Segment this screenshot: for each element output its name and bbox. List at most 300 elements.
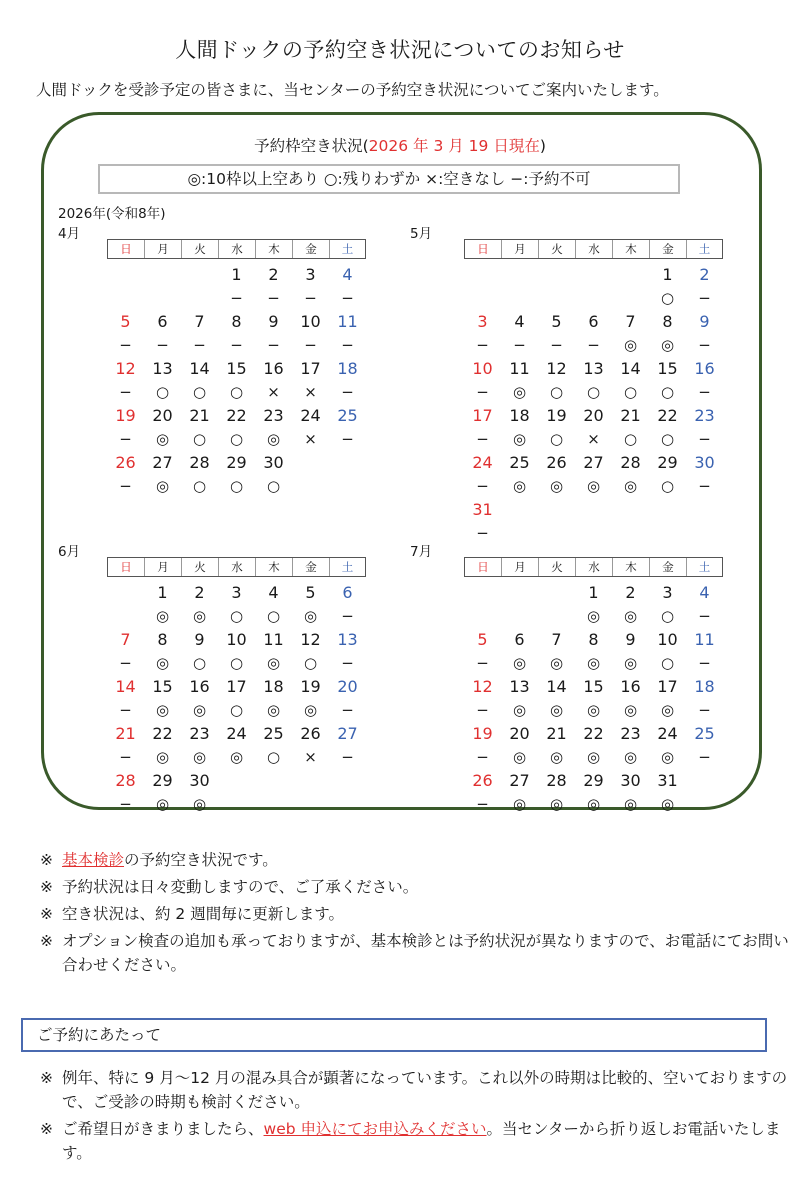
availability-status: −: [304, 336, 317, 354]
day-number: 25: [263, 724, 284, 743]
day-number: 30: [189, 771, 210, 790]
day-number: 8: [588, 630, 599, 649]
calendar-day: [255, 310, 292, 356]
day-number: 8: [662, 312, 673, 331]
weekday-label: 火: [181, 558, 218, 576]
availability-status: ◎: [623, 654, 638, 672]
note-mark: ※: [40, 1120, 53, 1138]
weekday-label: 月: [501, 558, 538, 576]
day-number: 1: [588, 583, 599, 602]
availability-status: −: [698, 701, 711, 719]
calendar-day: [218, 581, 255, 627]
calendar-day: [292, 357, 329, 403]
calendar-day: [612, 581, 649, 627]
calendar-day: [538, 675, 575, 721]
availability-status: ◎: [303, 607, 318, 625]
availability-status: −: [476, 654, 489, 672]
availability-status: ○: [266, 607, 281, 625]
note-text: 予約状況は日々変動しますので、ご了承ください。: [62, 878, 419, 896]
availability-status: ◎: [623, 701, 638, 719]
availability-status: ◎: [155, 607, 170, 625]
availability-status: ◎: [155, 701, 170, 719]
calendar-day: [464, 722, 501, 768]
calendar-day: [538, 310, 575, 356]
calendar-day: [181, 451, 218, 497]
day-number: 8: [231, 312, 242, 331]
calendar-day: [181, 628, 218, 674]
day-number: 9: [699, 312, 710, 331]
calendar-day: [329, 263, 366, 309]
availability-status: −: [550, 336, 563, 354]
day-number: 3: [477, 312, 488, 331]
weekday-header: [107, 239, 366, 259]
basic-checkup-link[interactable]: 基本検診: [62, 851, 125, 869]
availability-status: ◎: [586, 701, 601, 719]
availability-status: −: [476, 383, 489, 401]
availability-status: ○: [266, 748, 281, 766]
availability-status: ○: [229, 701, 244, 719]
note-item: [40, 902, 790, 926]
calendar-day: [329, 404, 366, 450]
availability-status: −: [119, 701, 132, 719]
calendar-day: [649, 404, 686, 450]
availability-status: ○: [155, 383, 170, 401]
weekday-label: 月: [501, 240, 538, 258]
day-number: 15: [583, 677, 604, 696]
availability-status: −: [476, 524, 489, 542]
calendar-day: [612, 357, 649, 403]
availability-status: −: [267, 289, 280, 307]
month-label-april: 4月: [58, 226, 81, 242]
availability-status: ◎: [192, 607, 207, 625]
calendar-day: [218, 451, 255, 497]
day-number: 6: [342, 583, 353, 602]
calendar-day: [612, 404, 649, 450]
note-text: 例年、特に 9 月〜12 月の混み具合が顕著になっています。これ以外の時期は比較的、空いておりますので、ご受診の時期も検討ください。: [62, 1069, 788, 1111]
weekday-header: [464, 557, 723, 577]
calendar-day: [181, 357, 218, 403]
calendar-day: [181, 310, 218, 356]
calendar-day: [575, 722, 612, 768]
calendar-day: [501, 769, 538, 815]
availability-date: 2026 年 3 月 19 日現在: [368, 137, 540, 155]
day-number: 19: [300, 677, 321, 696]
day-number: 14: [115, 677, 136, 696]
availability-status: ○: [549, 383, 564, 401]
availability-status: ×: [587, 430, 600, 448]
availability-status: ◎: [266, 654, 281, 672]
day-number: 19: [472, 724, 493, 743]
weekday-label: 月: [144, 240, 181, 258]
availability-status: −: [698, 477, 711, 495]
calendar-day: [181, 722, 218, 768]
availability-status: −: [119, 383, 132, 401]
availability-status: ○: [192, 477, 207, 495]
month-label-july: 7月: [410, 544, 433, 560]
day-number: 1: [662, 265, 673, 284]
availability-status: ◎: [266, 701, 281, 719]
availability-status: ◎: [660, 795, 675, 813]
calendar-day: [107, 675, 144, 721]
calendar-day: [464, 628, 501, 674]
day-number: 12: [472, 677, 493, 696]
day-number: 5: [477, 630, 488, 649]
day-number: 2: [268, 265, 279, 284]
weekday-label: 水: [218, 558, 255, 576]
availability-status: ◎: [586, 477, 601, 495]
calendar-day: [329, 581, 366, 627]
day-number: 12: [300, 630, 321, 649]
web-application-link[interactable]: web 申込にてお申込みください: [263, 1120, 487, 1138]
calendar-day: [686, 451, 723, 497]
day-number: 22: [226, 406, 247, 425]
calendar-day: [292, 628, 329, 674]
availability-status: ◎: [660, 701, 675, 719]
day-number: 11: [509, 359, 530, 378]
weekday-label: 木: [255, 558, 292, 576]
day-number: 16: [189, 677, 210, 696]
availability-status: ◎: [549, 654, 564, 672]
availability-status: ◎: [623, 748, 638, 766]
calendar-day: [255, 263, 292, 309]
notes-list: [40, 848, 790, 980]
day-number: 6: [157, 312, 168, 331]
calendar-day: [292, 722, 329, 768]
legend-box: ◎:10枠以上空あり ○:残りわずか ×:空きなし −:予約不可: [98, 164, 680, 194]
weekday-label: 土: [686, 240, 723, 258]
calendar-day: [538, 404, 575, 450]
day-number: 3: [662, 583, 673, 602]
availability-status: ○: [660, 430, 675, 448]
day-number: 27: [152, 453, 173, 472]
calendar-day: [575, 404, 612, 450]
calendar-day: [292, 263, 329, 309]
availability-status: ◎: [192, 748, 207, 766]
availability-status: −: [476, 748, 489, 766]
availability-status: ◎: [623, 477, 638, 495]
availability-status: ◎: [192, 701, 207, 719]
day-number: 30: [694, 453, 715, 472]
availability-status: ×: [304, 383, 317, 401]
availability-status: −: [119, 336, 132, 354]
calendar-day: [144, 628, 181, 674]
day-number: 20: [337, 677, 358, 696]
calendar-day: [649, 451, 686, 497]
availability-status: ◎: [303, 701, 318, 719]
availability-title: [0, 134, 800, 156]
calendar-day: [218, 310, 255, 356]
year-label: 2026年(令和8年): [58, 206, 166, 222]
calendar-day: [329, 675, 366, 721]
calendar-day: [255, 357, 292, 403]
weekday-label: 月: [144, 558, 181, 576]
calendar-day: [181, 675, 218, 721]
day-number: 28: [115, 771, 136, 790]
calendar-day: [464, 675, 501, 721]
calendar-day: [538, 769, 575, 815]
availability-status: −: [119, 477, 132, 495]
availability-status: −: [698, 748, 711, 766]
day-number: 20: [152, 406, 173, 425]
availability-status: ○: [623, 383, 638, 401]
day-number: 4: [342, 265, 353, 284]
calendar-day: [329, 722, 366, 768]
day-number: 1: [231, 265, 242, 284]
calendar-day: [329, 310, 366, 356]
weekday-label: 木: [612, 240, 649, 258]
day-number: 24: [472, 453, 493, 472]
calendar-day: [292, 675, 329, 721]
calendar-day: [575, 628, 612, 674]
availability-title-suffix: ): [539, 137, 546, 155]
note-item: [40, 848, 790, 872]
availability-status: −: [304, 289, 317, 307]
day-number: 26: [472, 771, 493, 790]
availability-status: ◎: [549, 748, 564, 766]
calendar-day: [181, 769, 218, 815]
note-text: ご希望日がきまりましたら、: [62, 1120, 264, 1138]
availability-title-prefix: 予約枠空き状況(: [254, 137, 369, 155]
day-number: 31: [472, 500, 493, 519]
availability-status: ×: [304, 430, 317, 448]
day-number: 28: [546, 771, 567, 790]
day-number: 5: [120, 312, 131, 331]
day-number: 9: [268, 312, 279, 331]
weekday-label: 土: [329, 558, 366, 576]
calendar-day: [107, 404, 144, 450]
day-number: 20: [509, 724, 530, 743]
weekday-label: 金: [649, 240, 686, 258]
weekday-label: 日: [107, 240, 144, 258]
availability-status: ○: [660, 654, 675, 672]
day-number: 18: [263, 677, 284, 696]
day-number: 10: [300, 312, 321, 331]
availability-status: ○: [192, 654, 207, 672]
availability-status: −: [698, 607, 711, 625]
weekday-label: 火: [538, 558, 575, 576]
calendar-day: [649, 769, 686, 815]
calendar-day: [649, 675, 686, 721]
day-number: 5: [305, 583, 316, 602]
availability-status: ○: [229, 477, 244, 495]
availability-status: ○: [192, 383, 207, 401]
day-number: 10: [226, 630, 247, 649]
availability-status: −: [476, 336, 489, 354]
note-text: オプション検査の追加も承っておりますが、基本検診とは予約状況が異なりますので、お電話にてお問い合わせください。: [62, 932, 789, 974]
day-number: 3: [305, 265, 316, 284]
page-title: 人間ドックの予約空き状況についてのお知らせ: [175, 38, 625, 62]
calendar-day: [612, 628, 649, 674]
calendar-day: [144, 404, 181, 450]
availability-status: ◎: [586, 748, 601, 766]
day-number: 17: [226, 677, 247, 696]
calendar-day: [107, 628, 144, 674]
weekday-label: 土: [329, 240, 366, 258]
calendar-day: [218, 722, 255, 768]
calendar-day: [686, 581, 723, 627]
day-number: 26: [300, 724, 321, 743]
day-number: 7: [551, 630, 562, 649]
day-number: 29: [657, 453, 678, 472]
day-number: 7: [625, 312, 636, 331]
day-number: 13: [337, 630, 358, 649]
day-number: 13: [509, 677, 530, 696]
calendar-day: [612, 675, 649, 721]
day-number: 11: [694, 630, 715, 649]
day-number: 25: [694, 724, 715, 743]
day-number: 23: [189, 724, 210, 743]
day-number: 24: [226, 724, 247, 743]
calendar-day: [686, 675, 723, 721]
calendar-day: [218, 675, 255, 721]
day-number: 21: [546, 724, 567, 743]
day-number: 4: [699, 583, 710, 602]
calendar-day: [538, 357, 575, 403]
day-number: 22: [583, 724, 604, 743]
day-number: 6: [514, 630, 525, 649]
availability-status: ○: [660, 289, 675, 307]
calendar-day: [464, 310, 501, 356]
note-item: [40, 929, 790, 977]
availability-status: ◎: [549, 477, 564, 495]
day-number: 22: [657, 406, 678, 425]
availability-status: ◎: [660, 748, 675, 766]
calendar-day: [292, 310, 329, 356]
day-number: 24: [300, 406, 321, 425]
availability-status: −: [476, 430, 489, 448]
day-number: 28: [620, 453, 641, 472]
weekday-label: 木: [255, 240, 292, 258]
availability-status: ○: [229, 383, 244, 401]
day-number: 5: [551, 312, 562, 331]
weekday-label: 日: [464, 240, 501, 258]
calendar-day: [464, 357, 501, 403]
availability-status: −: [341, 701, 354, 719]
calendar-day: [144, 675, 181, 721]
day-number: 27: [583, 453, 604, 472]
day-number: 16: [620, 677, 641, 696]
calendar-day: [292, 581, 329, 627]
calendar-day: [501, 722, 538, 768]
availability-status: ◎: [512, 654, 527, 672]
availability-status: −: [698, 383, 711, 401]
availability-status: ◎: [660, 336, 675, 354]
day-number: 26: [115, 453, 136, 472]
calendar-day: [464, 769, 501, 815]
day-number: 23: [620, 724, 641, 743]
availability-status: ◎: [512, 383, 527, 401]
calendar-day: [144, 722, 181, 768]
availability-status: −: [230, 289, 243, 307]
calendar-day: [538, 722, 575, 768]
availability-status: −: [341, 383, 354, 401]
day-number: 7: [194, 312, 205, 331]
availability-status: −: [230, 336, 243, 354]
day-number: 24: [657, 724, 678, 743]
calendar-day: [501, 451, 538, 497]
month-label-may: 5月: [410, 226, 433, 242]
calendar-day: [686, 357, 723, 403]
day-number: 26: [546, 453, 567, 472]
weekday-label: 金: [292, 558, 329, 576]
reservation-notes: [40, 1066, 790, 1168]
availability-status: ○: [266, 477, 281, 495]
day-number: 1: [157, 583, 168, 602]
day-number: 22: [152, 724, 173, 743]
day-number: 4: [514, 312, 525, 331]
day-number: 2: [625, 583, 636, 602]
calendar-day: [218, 628, 255, 674]
availability-status: ◎: [586, 607, 601, 625]
availability-status: ◎: [512, 701, 527, 719]
day-number: 21: [189, 406, 210, 425]
availability-status: −: [119, 748, 132, 766]
availability-status: ◎: [155, 748, 170, 766]
day-number: 3: [231, 583, 242, 602]
day-number: 27: [509, 771, 530, 790]
availability-status: ○: [192, 430, 207, 448]
day-number: 10: [657, 630, 678, 649]
day-number: 20: [583, 406, 604, 425]
calendar-day: [464, 404, 501, 450]
availability-status: ◎: [512, 477, 527, 495]
availability-status: −: [476, 477, 489, 495]
day-number: 17: [472, 406, 493, 425]
calendar-day: [686, 263, 723, 309]
calendar-day: [464, 451, 501, 497]
calendar-day: [686, 722, 723, 768]
availability-status: ◎: [229, 748, 244, 766]
day-number: 25: [337, 406, 358, 425]
calendar-day: [649, 357, 686, 403]
note-text: 。当センターから折り返しお電話いたします。: [62, 1120, 781, 1162]
availability-status: −: [341, 654, 354, 672]
day-number: 13: [152, 359, 173, 378]
day-number: 11: [263, 630, 284, 649]
day-number: 8: [157, 630, 168, 649]
day-number: 31: [657, 771, 678, 790]
calendar-day: [144, 357, 181, 403]
availability-status: ×: [304, 748, 317, 766]
availability-status: −: [119, 654, 132, 672]
availability-status: −: [341, 336, 354, 354]
availability-status: ◎: [623, 795, 638, 813]
calendar-day: [649, 722, 686, 768]
day-number: 7: [120, 630, 131, 649]
day-number: 12: [115, 359, 136, 378]
day-number: 17: [657, 677, 678, 696]
weekday-label: 金: [649, 558, 686, 576]
calendar-day: [107, 310, 144, 356]
availability-status: ○: [303, 654, 318, 672]
availability-status: ◎: [266, 430, 281, 448]
day-number: 18: [694, 677, 715, 696]
day-number: 14: [546, 677, 567, 696]
day-number: 6: [588, 312, 599, 331]
calendar-day: [107, 451, 144, 497]
day-number: 21: [620, 406, 641, 425]
availability-status: ◎: [512, 795, 527, 813]
calendar-day: [292, 404, 329, 450]
day-number: 29: [152, 771, 173, 790]
availability-status: ◎: [512, 748, 527, 766]
calendar-day: [575, 310, 612, 356]
calendar-day: [501, 310, 538, 356]
month-label-june: 6月: [58, 544, 81, 560]
availability-status: ○: [586, 383, 601, 401]
day-number: 21: [115, 724, 136, 743]
weekday-label: 火: [181, 240, 218, 258]
